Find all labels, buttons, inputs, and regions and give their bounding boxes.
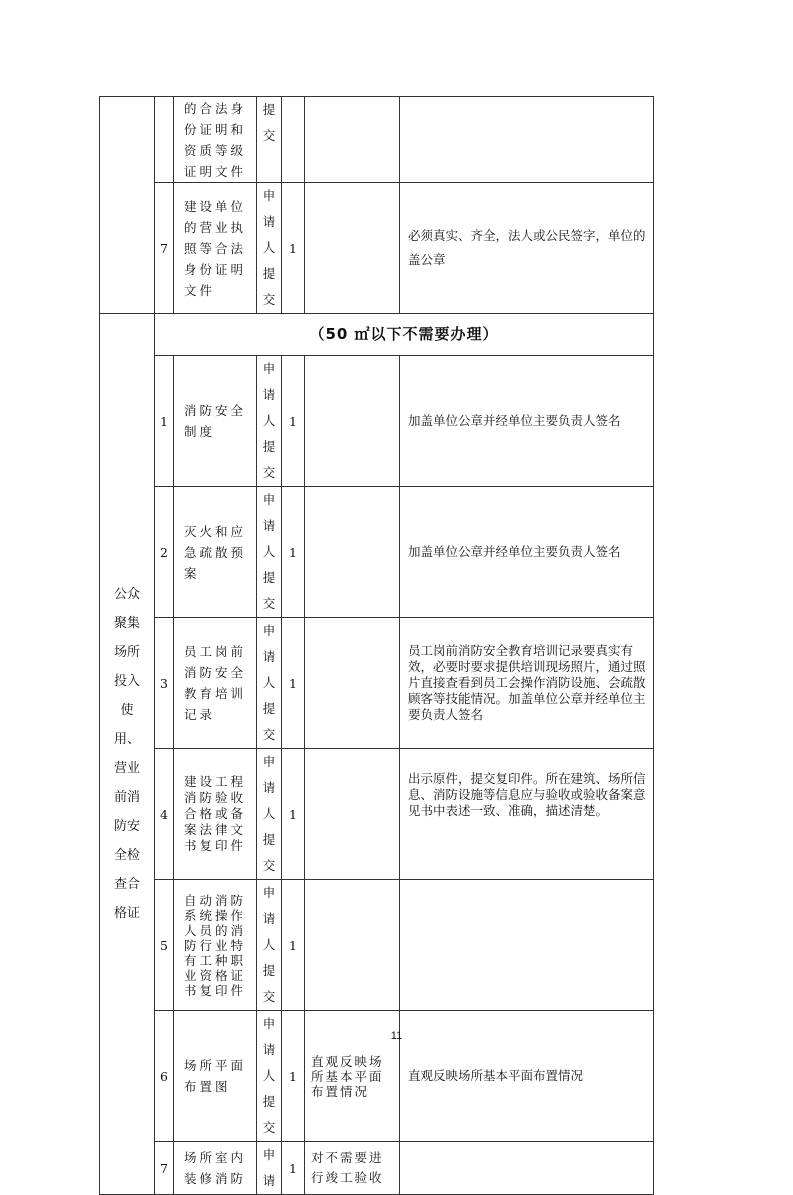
submitter: 申请人提交 bbox=[257, 749, 282, 880]
standard bbox=[305, 183, 400, 314]
row-number bbox=[155, 97, 174, 183]
page-number: 11 bbox=[390, 1030, 403, 1042]
note: 加盖单位公章并经单位主要负责人签名 bbox=[400, 487, 654, 618]
standard: 对不需要进行竣工验收 bbox=[305, 1142, 400, 1195]
table-row bbox=[100, 618, 654, 749]
material-name: 场所室内装修消防 bbox=[174, 1142, 257, 1195]
submitter: 提交 bbox=[257, 97, 282, 183]
copy-count: 1 bbox=[282, 1142, 305, 1195]
copy-count: 1 bbox=[282, 749, 305, 880]
submitter: 申请人提交 bbox=[257, 487, 282, 618]
note: 出示原件，提交复印件。所在建筑、场所信息、消防设施等信息应与验收或验收备案意见书中表述一致、准确，描述清楚。 bbox=[400, 749, 654, 880]
material-name: 灭火和应急疏散预案 bbox=[174, 487, 257, 618]
note bbox=[400, 880, 654, 1011]
row-number: 1 bbox=[155, 356, 174, 487]
material-name: 建设工程消防验收合格或备案法律文书复印件 bbox=[174, 749, 257, 880]
note bbox=[400, 1142, 654, 1195]
material-name: 场所平面布置图 bbox=[174, 1011, 257, 1142]
material-name: 建设单位的营业执照等合法身份证明文件 bbox=[174, 183, 257, 314]
copy-count: 1 bbox=[282, 1011, 305, 1142]
standard bbox=[305, 356, 400, 487]
material-name: 的合法身份证明和资质等级证明文件 bbox=[174, 97, 257, 183]
submitter: 申请人提交 bbox=[257, 618, 282, 749]
standard bbox=[305, 97, 400, 183]
submitter: 申请人提交 bbox=[257, 880, 282, 1011]
submitter: 申请人提交 bbox=[257, 356, 282, 487]
copy-count: 1 bbox=[282, 880, 305, 1011]
banner-note: （50 ㎡以下不需要办理） bbox=[155, 314, 654, 356]
note: 员工岗前消防安全教育培训记录要真实有效，必要时要求提供培训现场照片，通过照片直接查看到员工会操作消防设施、会疏散顾客等技能情况。加盖单位公章并经单位主要负责人签名 bbox=[400, 618, 654, 749]
note: 加盖单位公章并经单位主要负责人签名 bbox=[400, 356, 654, 487]
table-row bbox=[100, 1142, 654, 1195]
copy-count bbox=[282, 97, 305, 183]
standard bbox=[305, 487, 400, 618]
standard: 直观反映场所基本平面布置情况 bbox=[305, 1011, 400, 1142]
row-number: 5 bbox=[155, 880, 174, 1011]
standard bbox=[305, 749, 400, 880]
submitter: 申请人提交 bbox=[257, 183, 282, 314]
submitter: 申请人提交 bbox=[257, 1011, 282, 1142]
row-number: 7 bbox=[155, 1142, 174, 1195]
table-row bbox=[100, 97, 654, 183]
row-number: 4 bbox=[155, 749, 174, 880]
copy-count: 1 bbox=[282, 487, 305, 618]
submitter: 申请 bbox=[257, 1142, 282, 1195]
row-number: 2 bbox=[155, 487, 174, 618]
standard bbox=[305, 880, 400, 1011]
table-row bbox=[100, 183, 654, 314]
table-row bbox=[100, 487, 654, 618]
banner-row bbox=[100, 314, 654, 356]
table-row bbox=[100, 880, 654, 1011]
note bbox=[400, 97, 654, 183]
material-name: 自动消防系统操作人员的消防行业特有工种职业资格证书复印件 bbox=[174, 880, 257, 1011]
table-row bbox=[100, 749, 654, 880]
material-name: 员工岗前消防安全教育培训记录 bbox=[174, 618, 257, 749]
category-label: 公众聚集场所投入使用、营业前消防安全检查合格证 bbox=[100, 314, 155, 1195]
copy-count: 1 bbox=[282, 356, 305, 487]
row-number: 6 bbox=[155, 1011, 174, 1142]
category-cell-empty bbox=[100, 97, 155, 314]
note: 必须真实、齐全，法人或公民签字，单位的盖公章 bbox=[400, 183, 654, 314]
copy-count: 1 bbox=[282, 618, 305, 749]
table-row bbox=[100, 356, 654, 487]
row-number: 3 bbox=[155, 618, 174, 749]
copy-count: 1 bbox=[282, 183, 305, 314]
note: 直观反映场所基本平面布置情况 bbox=[400, 1011, 654, 1142]
row-number: 7 bbox=[155, 183, 174, 314]
standard bbox=[305, 618, 400, 749]
material-name: 消防安全制度 bbox=[174, 356, 257, 487]
